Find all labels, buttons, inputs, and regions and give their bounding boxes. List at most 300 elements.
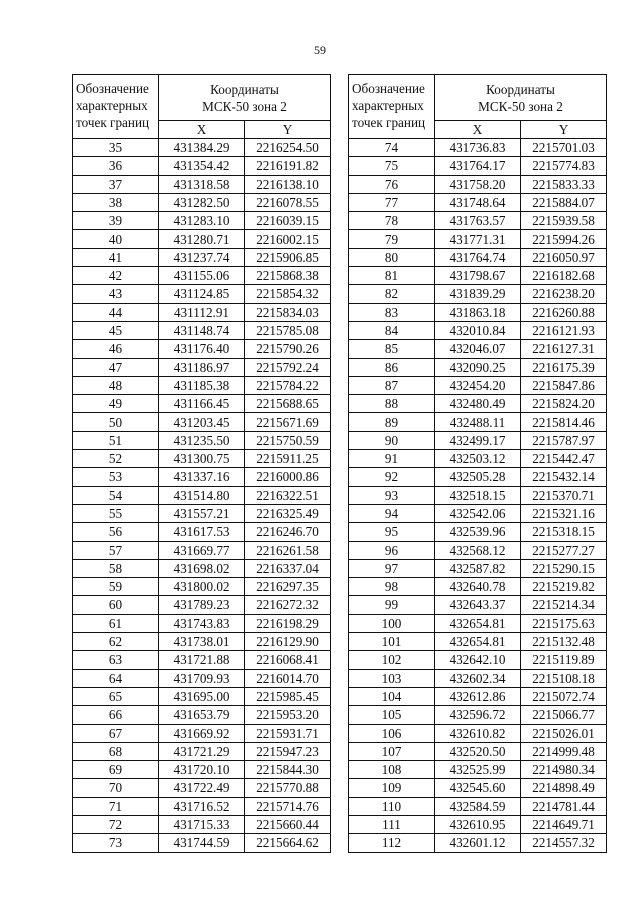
y-coordinate-cell: 2215906.85 [245,248,331,266]
point-number-cell: 62 [73,633,159,651]
point-number-cell: 100 [349,614,435,632]
table-row [73,724,331,742]
x-coordinate-cell: 431863.18 [435,303,521,321]
point-number-cell: 88 [349,395,435,413]
x-coordinate-cell: 431709.93 [159,669,245,687]
table-row [73,614,331,632]
y-coordinate-cell: 2215792.24 [245,358,331,376]
x-coordinate-cell: 431744.59 [159,834,245,852]
y-coordinate-cell: 2215911.25 [245,450,331,468]
y-coordinate-cell: 2215119.89 [521,651,607,669]
y-coordinate-cell: 2216260.88 [521,303,607,321]
point-number-cell: 82 [349,285,435,303]
point-number-cell: 105 [349,706,435,724]
y-coordinate-cell: 2216175.39 [521,358,607,376]
x-column-header: X [435,121,521,139]
y-coordinate-cell: 2215814.46 [521,413,607,431]
table-row [349,431,607,449]
point-number-cell: 53 [73,468,159,486]
table-row [349,139,607,157]
point-number-cell: 73 [73,834,159,852]
x-coordinate-cell: 432505.28 [435,468,521,486]
y-column-header: Y [521,121,607,139]
x-coordinate-cell: 432503.12 [435,450,521,468]
y-coordinate-cell: 2216000.86 [245,468,331,486]
point-number-cell: 69 [73,761,159,779]
table-row [73,559,331,577]
x-coordinate-cell: 432587.82 [435,559,521,577]
table-row [349,157,607,175]
point-number-cell: 50 [73,413,159,431]
point-number-cell: 57 [73,541,159,559]
point-number-cell: 51 [73,431,159,449]
x-coordinate-cell: 432010.84 [435,321,521,339]
table-row [349,395,607,413]
point-number-cell: 80 [349,248,435,266]
table-row [73,212,331,230]
point-number-cell: 99 [349,596,435,614]
table-row [73,596,331,614]
table-row [73,376,331,394]
y-coordinate-cell: 2215790.26 [245,340,331,358]
point-number-cell: 98 [349,578,435,596]
point-number-cell: 39 [73,212,159,230]
y-coordinate-cell: 2216138.10 [245,175,331,193]
table-row [349,669,607,687]
table-row [349,651,607,669]
table-row [73,761,331,779]
y-coordinate-cell: 2215947.23 [245,742,331,760]
point-number-cell: 35 [73,139,159,157]
page-number: 59 [314,43,326,57]
table-row [73,358,331,376]
table-row [349,761,607,779]
y-coordinate-cell: 2216050.97 [521,248,607,266]
y-coordinate-cell: 2215321.16 [521,504,607,522]
point-number-cell: 71 [73,797,159,815]
x-coordinate-cell: 431514.80 [159,486,245,504]
x-coordinate-cell: 431789.23 [159,596,245,614]
point-number-cell: 63 [73,651,159,669]
point-number-cell: 81 [349,267,435,285]
table-row [349,687,607,705]
table-row [73,431,331,449]
table-row [349,358,607,376]
table-row [349,303,607,321]
y-coordinate-cell: 2215884.07 [521,193,607,211]
y-coordinate-cell: 2216254.50 [245,139,331,157]
point-number-cell: 97 [349,559,435,577]
point-number-cell: 86 [349,358,435,376]
y-coordinate-cell: 2215072.74 [521,687,607,705]
y-coordinate-cell: 2215834.03 [245,303,331,321]
table-row [349,578,607,596]
x-coordinate-cell: 431839.29 [435,285,521,303]
table-row [73,742,331,760]
x-column-header: X [159,121,245,139]
y-coordinate-cell: 2215671.69 [245,413,331,431]
table-row [73,541,331,559]
x-coordinate-cell: 431748.64 [435,193,521,211]
x-coordinate-cell: 431721.88 [159,651,245,669]
y-coordinate-cell: 2215784.22 [245,376,331,394]
point-number-cell: 37 [73,175,159,193]
y-coordinate-cell: 2216121.93 [521,321,607,339]
y-coordinate-cell: 2216325.49 [245,504,331,522]
x-coordinate-cell: 431669.77 [159,541,245,559]
x-coordinate-cell: 432584.59 [435,797,521,815]
y-coordinate-cell: 2215370.71 [521,486,607,504]
table-row [73,285,331,303]
x-coordinate-cell: 432596.72 [435,706,521,724]
y-coordinate-cell: 2215066.77 [521,706,607,724]
point-number-cell: 85 [349,340,435,358]
y-coordinate-cell: 2215985.45 [245,687,331,705]
y-coordinate-cell: 2214649.71 [521,815,607,833]
point-number-cell: 83 [349,303,435,321]
point-label-header: Обозначение характерных точек границ [73,75,159,139]
point-number-cell: 40 [73,230,159,248]
y-coordinate-cell: 2216238.20 [521,285,607,303]
table-row [73,706,331,724]
y-coordinate-cell: 2216129.90 [245,633,331,651]
point-number-cell: 60 [73,596,159,614]
point-number-cell: 42 [73,267,159,285]
x-coordinate-cell: 431354.42 [159,157,245,175]
y-coordinate-cell: 2215442.47 [521,450,607,468]
x-coordinate-cell: 431185.38 [159,376,245,394]
y-coordinate-cell: 2215214.34 [521,596,607,614]
point-number-cell: 66 [73,706,159,724]
y-coordinate-cell: 2216182.68 [521,267,607,285]
table-row [349,633,607,651]
y-coordinate-cell: 2216002.15 [245,230,331,248]
x-coordinate-cell: 431282.50 [159,193,245,211]
y-coordinate-cell: 2216261.58 [245,541,331,559]
x-coordinate-cell: 431557.21 [159,504,245,522]
table-row [73,486,331,504]
point-number-cell: 112 [349,834,435,852]
x-coordinate-cell: 431112.91 [159,303,245,321]
x-coordinate-cell: 431743.83 [159,614,245,632]
coordinates-header: Координаты МСК-50 зона 2 [435,75,607,121]
table-row [73,321,331,339]
point-number-cell: 64 [73,669,159,687]
point-number-cell: 68 [73,742,159,760]
y-coordinate-cell: 2215664.62 [245,834,331,852]
table-row [349,175,607,193]
point-number-cell: 41 [73,248,159,266]
y-coordinate-cell: 2215108.18 [521,669,607,687]
point-number-cell: 48 [73,376,159,394]
point-number-cell: 87 [349,376,435,394]
point-number-cell: 45 [73,321,159,339]
point-number-cell: 91 [349,450,435,468]
x-coordinate-cell: 432499.17 [435,431,521,449]
y-coordinate-cell: 2215175.63 [521,614,607,632]
table-row [73,175,331,193]
table-row [73,651,331,669]
table-row [349,559,607,577]
x-coordinate-cell: 431337.16 [159,468,245,486]
table-row [73,395,331,413]
x-coordinate-cell: 431798.67 [435,267,521,285]
x-coordinate-cell: 431771.31 [435,230,521,248]
x-coordinate-cell: 432601.12 [435,834,521,852]
x-coordinate-cell: 431800.02 [159,578,245,596]
point-number-cell: 106 [349,724,435,742]
table-row [73,687,331,705]
y-coordinate-cell: 2216068.41 [245,651,331,669]
x-coordinate-cell: 432610.82 [435,724,521,742]
table-row [73,267,331,285]
table-row [73,157,331,175]
y-coordinate-cell: 2216322.51 [245,486,331,504]
y-coordinate-cell: 2216198.29 [245,614,331,632]
point-number-cell: 61 [73,614,159,632]
point-number-cell: 111 [349,815,435,833]
x-coordinate-cell: 431669.92 [159,724,245,742]
x-coordinate-cell: 431653.79 [159,706,245,724]
table-row [349,413,607,431]
y-coordinate-cell: 2215844.30 [245,761,331,779]
x-coordinate-cell: 431280.71 [159,230,245,248]
y-coordinate-cell: 2215953.20 [245,706,331,724]
table-row [349,321,607,339]
y-coordinate-cell: 2215785.08 [245,321,331,339]
x-coordinate-cell: 432654.81 [435,633,521,651]
point-label-header: Обозначение характерных точек границ [349,75,435,139]
x-coordinate-cell: 432488.11 [435,413,521,431]
point-number-cell: 67 [73,724,159,742]
x-coordinate-cell: 431764.17 [435,157,521,175]
point-number-cell: 75 [349,157,435,175]
table-row [349,541,607,559]
y-coordinate-cell: 2215714.76 [245,797,331,815]
table-row [73,193,331,211]
table-row [73,230,331,248]
table-row [349,267,607,285]
table-row [73,413,331,431]
x-coordinate-cell: 431235.50 [159,431,245,449]
point-number-cell: 55 [73,504,159,522]
table-row [349,193,607,211]
point-number-cell: 107 [349,742,435,760]
point-number-cell: 103 [349,669,435,687]
table-row [349,815,607,833]
x-coordinate-cell: 431716.52 [159,797,245,815]
table-row [349,468,607,486]
point-number-cell: 84 [349,321,435,339]
table-row [349,779,607,797]
x-coordinate-cell: 432542.06 [435,504,521,522]
y-coordinate-cell: 2215688.65 [245,395,331,413]
y-coordinate-cell: 2216337.04 [245,559,331,577]
point-number-cell: 92 [349,468,435,486]
table-row [73,303,331,321]
x-coordinate-cell: 432539.96 [435,523,521,541]
coordinates-table-left [72,74,331,853]
x-coordinate-cell: 431720.10 [159,761,245,779]
point-number-cell: 101 [349,633,435,651]
y-coordinate-cell: 2214898.49 [521,779,607,797]
y-column-header: Y [245,121,331,139]
table-row [73,504,331,522]
x-coordinate-cell: 431738.01 [159,633,245,651]
y-coordinate-cell: 2215432.14 [521,468,607,486]
point-number-cell: 93 [349,486,435,504]
x-coordinate-cell: 431763.57 [435,212,521,230]
y-coordinate-cell: 2215219.82 [521,578,607,596]
x-coordinate-cell: 431203.45 [159,413,245,431]
x-coordinate-cell: 432654.81 [435,614,521,632]
x-coordinate-cell: 432610.95 [435,815,521,833]
y-coordinate-cell: 2216191.82 [245,157,331,175]
table-row [349,340,607,358]
y-coordinate-cell: 2215290.15 [521,559,607,577]
y-coordinate-cell: 2215931.71 [245,724,331,742]
y-coordinate-cell: 2215318.15 [521,523,607,541]
x-coordinate-cell: 431764.74 [435,248,521,266]
point-number-cell: 104 [349,687,435,705]
point-number-cell: 49 [73,395,159,413]
table-row [73,779,331,797]
y-coordinate-cell: 2215701.03 [521,139,607,157]
x-coordinate-cell: 431166.45 [159,395,245,413]
y-coordinate-cell: 2215026.01 [521,724,607,742]
point-number-cell: 72 [73,815,159,833]
table-row [349,285,607,303]
table-row [73,340,331,358]
table-row [73,139,331,157]
table-row [73,797,331,815]
table-row [349,248,607,266]
x-coordinate-cell: 431237.74 [159,248,245,266]
y-coordinate-cell: 2215770.88 [245,779,331,797]
y-coordinate-cell: 2215854.32 [245,285,331,303]
point-number-cell: 56 [73,523,159,541]
table-row [73,815,331,833]
x-coordinate-cell: 431721.29 [159,742,245,760]
x-coordinate-cell: 431695.00 [159,687,245,705]
point-number-cell: 77 [349,193,435,211]
table-row [349,706,607,724]
x-coordinate-cell: 432046.07 [435,340,521,358]
x-coordinate-cell: 432568.12 [435,541,521,559]
table-row [349,614,607,632]
x-coordinate-cell: 431722.49 [159,779,245,797]
x-coordinate-cell: 432612.86 [435,687,521,705]
y-coordinate-cell: 2214781.44 [521,797,607,815]
y-coordinate-cell: 2215939.58 [521,212,607,230]
coordinates-table-right [348,74,607,853]
y-coordinate-cell: 2215824.20 [521,395,607,413]
x-coordinate-cell: 431300.75 [159,450,245,468]
table-row [349,450,607,468]
x-coordinate-cell: 432545.60 [435,779,521,797]
y-coordinate-cell: 2215787.97 [521,431,607,449]
table-row [73,633,331,651]
point-number-cell: 102 [349,651,435,669]
coordinates-header: Координаты МСК-50 зона 2 [159,75,331,121]
point-number-cell: 36 [73,157,159,175]
point-number-cell: 38 [73,193,159,211]
x-coordinate-cell: 431698.02 [159,559,245,577]
point-number-cell: 65 [73,687,159,705]
x-coordinate-cell: 431758.20 [435,175,521,193]
point-number-cell: 59 [73,578,159,596]
table-row [73,450,331,468]
point-number-cell: 89 [349,413,435,431]
x-coordinate-cell: 432518.15 [435,486,521,504]
point-number-cell: 43 [73,285,159,303]
x-coordinate-cell: 431124.85 [159,285,245,303]
point-number-cell: 78 [349,212,435,230]
x-coordinate-cell: 432520.50 [435,742,521,760]
table-row [73,578,331,596]
point-number-cell: 46 [73,340,159,358]
point-number-cell: 54 [73,486,159,504]
x-coordinate-cell: 432640.78 [435,578,521,596]
y-coordinate-cell: 2216246.70 [245,523,331,541]
point-number-cell: 44 [73,303,159,321]
x-coordinate-cell: 431283.10 [159,212,245,230]
point-number-cell: 47 [73,358,159,376]
table-row [73,669,331,687]
y-coordinate-cell: 2215868.38 [245,267,331,285]
x-coordinate-cell: 431384.29 [159,139,245,157]
y-coordinate-cell: 2215132.48 [521,633,607,651]
point-number-cell: 90 [349,431,435,449]
y-coordinate-cell: 2216297.35 [245,578,331,596]
point-number-cell: 79 [349,230,435,248]
y-coordinate-cell: 2216039.15 [245,212,331,230]
point-number-cell: 95 [349,523,435,541]
x-coordinate-cell: 432090.25 [435,358,521,376]
x-coordinate-cell: 432525.99 [435,761,521,779]
y-coordinate-cell: 2215660.44 [245,815,331,833]
point-number-cell: 110 [349,797,435,815]
y-coordinate-cell: 2216272.32 [245,596,331,614]
x-coordinate-cell: 432480.49 [435,395,521,413]
point-number-cell: 74 [349,139,435,157]
y-coordinate-cell: 2215750.59 [245,431,331,449]
y-coordinate-cell: 2214980.34 [521,761,607,779]
y-coordinate-cell: 2215847.86 [521,376,607,394]
y-coordinate-cell: 2216127.31 [521,340,607,358]
x-coordinate-cell: 431155.06 [159,267,245,285]
point-number-cell: 94 [349,504,435,522]
y-coordinate-cell: 2215277.27 [521,541,607,559]
table-row [349,504,607,522]
table-row [349,742,607,760]
table-row [73,834,331,852]
x-coordinate-cell: 431186.97 [159,358,245,376]
x-coordinate-cell: 432602.34 [435,669,521,687]
point-number-cell: 58 [73,559,159,577]
x-coordinate-cell: 431318.58 [159,175,245,193]
y-coordinate-cell: 2215994.26 [521,230,607,248]
y-coordinate-cell: 2216014.70 [245,669,331,687]
table-row [349,212,607,230]
table-row [349,724,607,742]
point-number-cell: 108 [349,761,435,779]
point-number-cell: 76 [349,175,435,193]
table-row [349,230,607,248]
y-coordinate-cell: 2214557.32 [521,834,607,852]
table-row [73,523,331,541]
y-coordinate-cell: 2214999.48 [521,742,607,760]
